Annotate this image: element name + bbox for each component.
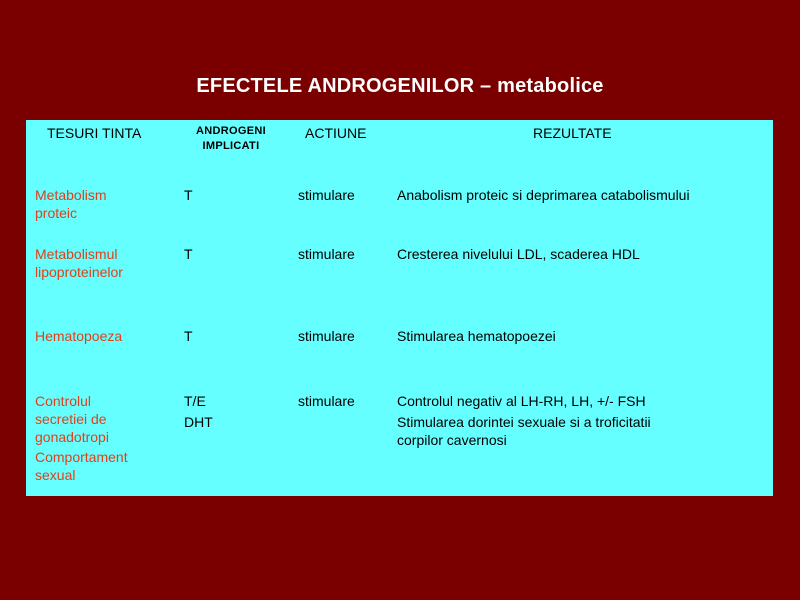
table-row-action: stimulare bbox=[298, 187, 355, 203]
table-row-androgen: T bbox=[184, 187, 193, 203]
table-row-androgen: T/E bbox=[184, 393, 206, 409]
table-row-tissue bbox=[35, 392, 165, 446]
tissue-line: Controlul bbox=[35, 393, 92, 409]
result-line: corpilor cavernosi bbox=[397, 432, 507, 448]
table-row-tissue bbox=[35, 327, 165, 345]
tissue-line: gonadotropi bbox=[35, 429, 109, 445]
table-row-androgen: DHT bbox=[184, 414, 213, 430]
table-row-tissue bbox=[35, 448, 165, 484]
tissue-line: secretiei de bbox=[35, 411, 107, 427]
table-row-tissue bbox=[35, 186, 165, 222]
tissue-line: Comportament bbox=[35, 449, 128, 465]
slide-title: EFECTELE ANDROGENILOR – metabolice bbox=[196, 75, 604, 97]
header-results: REZULTATE bbox=[533, 125, 612, 141]
table-row-result bbox=[397, 413, 767, 449]
table-row-result: Anabolism proteic si deprimarea catabolismului bbox=[397, 187, 690, 203]
table-row-action: stimulare bbox=[298, 328, 355, 344]
table-row-result: Cresterea nivelului LDL, scaderea HDL bbox=[397, 246, 640, 262]
header-androgens-line1: ANDROGENI bbox=[196, 125, 266, 137]
header-tissue: TESURI TINTA bbox=[47, 125, 142, 141]
tissue-line: Metabolism bbox=[35, 187, 107, 203]
tissue-line: sexual bbox=[35, 467, 76, 483]
table-row-action: stimulare bbox=[298, 246, 355, 262]
header-androgens-line2: IMPLICATI bbox=[202, 140, 260, 152]
header-androgens bbox=[186, 124, 276, 154]
tissue-line: lipoproteinelor bbox=[35, 264, 123, 280]
table-row-androgen: T bbox=[184, 328, 193, 344]
header-action: ACTIUNE bbox=[305, 125, 367, 141]
table-row-result: Stimularea hematopoezei bbox=[397, 328, 556, 344]
table-row-androgen: T bbox=[184, 246, 193, 262]
effects-table bbox=[26, 120, 773, 496]
tissue-line: proteic bbox=[35, 205, 78, 221]
tissue-line: Hematopoeza bbox=[35, 328, 123, 344]
table-row-tissue bbox=[35, 245, 175, 281]
table-row-action: stimulare bbox=[298, 393, 355, 409]
tissue-line: Metabolismul bbox=[35, 246, 118, 262]
result-line: Stimularea dorintei sexuale si a troficitatii bbox=[397, 414, 651, 430]
table-row-result: Controlul negativ al LH-RH, LH, +/- FSH bbox=[397, 393, 646, 409]
